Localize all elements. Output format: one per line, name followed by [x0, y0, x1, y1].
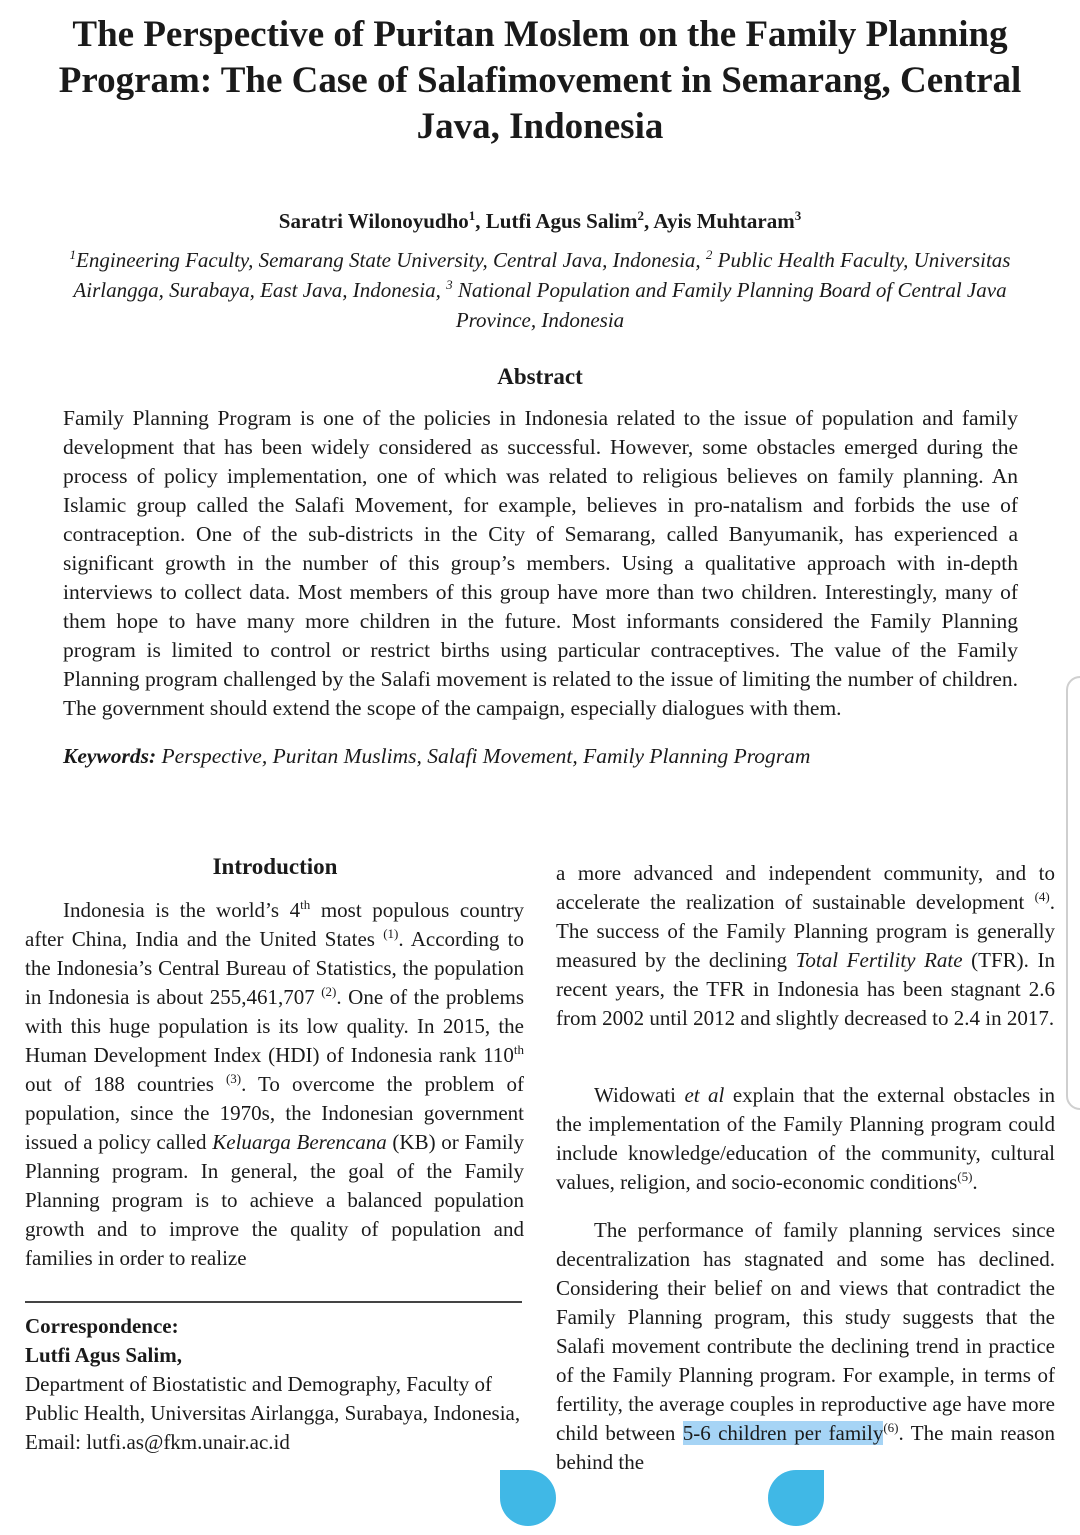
footnote-divider	[25, 1301, 522, 1303]
ordinal-suffix: th	[513, 1042, 524, 1057]
keywords-text: Perspective, Puritan Muslims, Salafi Movement, Family Planning Program	[156, 744, 811, 768]
body-paragraph[interactable]	[556, 1216, 1055, 1477]
affiliation-text: Engineering Faculty, Semarang State University, Central Java, Indonesia,	[76, 248, 706, 272]
italic-term: et al	[684, 1083, 725, 1107]
text-run: Widowati	[594, 1083, 685, 1107]
correspondence-details[interactable]: Department of Biostatistic and Demography, Faculty of Public Health, Universitas Airlangga, Surabaya, Indonesia, Email: lutfi.as@fkm.unair.ac.id	[25, 1372, 521, 1454]
text-run: Indonesia is the world’s 4	[63, 898, 301, 922]
text-run: . The main reason behind the	[556, 1421, 1055, 1474]
body-paragraph[interactable]	[556, 859, 1055, 1033]
correspondence-name: Lutfi Agus Salim,	[25, 1343, 182, 1367]
text-run: . One of the problems with this huge population is its low quality. In 2015, the Human Development Index (HDI) of Indonesia rank 110	[25, 985, 524, 1067]
keywords	[63, 742, 1018, 771]
abstract-text[interactable]: Family Planning Program is one of the policies in Indonesia related to the issue of population and family development that has been widely considered as successful. However, some obstacles emerged during the process of policy implementation, one of which was related to religious believes on family planning. An Islamic group called the Salafi Movement, for example, believes in pro-natalism and forbids the use of contraception. One of the sub-districts in the City of Semarang, called Banyumanik, has experienced a significant growth in the number of this group’s members. Using a qualitative approach with in-depth interviews to collect data. Most members of this group have more than two children. Interestingly, many of them hope to have many more children in the future. Most informants considered the Family Planning program is limited to control or restrict births using particular contraceptives. The value of the Family Planning program challenged by the Salafi movement is related to the issue of limiting the number of children. The government should extend the scope of the campaign, especially dialogues with them.	[63, 406, 1018, 720]
affiliation-mark: 2	[705, 247, 713, 262]
selection-end-handle[interactable]	[768, 1470, 824, 1526]
body-paragraph[interactable]	[556, 1081, 1055, 1197]
author-affiliation-mark: 2	[637, 208, 645, 223]
text-run: . The success of the Family Planning program is generally measured by the declining	[556, 890, 1055, 972]
text-run: . To overcome the problem of population, since the 1970s, the Indonesian government issued a policy called	[25, 1072, 524, 1154]
author-name: Lutfi Agus Salim	[485, 209, 638, 233]
author-name: Ayis Muhtaram	[653, 209, 795, 233]
intro-paragraph[interactable]	[25, 896, 524, 1273]
affiliation-text: National Population and Family Planning Board of Central Java Province, Indonesia	[452, 278, 1007, 332]
author-affiliation-mark: 1	[468, 208, 476, 223]
affiliations	[40, 245, 1040, 335]
text-run: most populous country after China, India and the United States	[25, 898, 525, 951]
text-run: .	[972, 1170, 978, 1194]
author-name: Saratri Wilonoyudho	[278, 209, 469, 233]
citation: (1)	[383, 926, 399, 941]
citation: (2)	[321, 984, 337, 999]
text-run: (KB) or Family Planning program. In general, the goal of the Family Planning program is to achieve a balanced population growth and to improve the quality of population and families in order to realize	[25, 1130, 524, 1270]
text-run: out of 188 countries	[25, 1072, 226, 1096]
affiliation-text: Public Health Faculty, Universitas Airlangga, Surabaya, East Java, Indonesia,	[73, 248, 1011, 302]
keywords-label: Keywords:	[63, 744, 157, 768]
abstract-heading: Abstract	[497, 364, 583, 389]
author-list: Saratri Wilonoyudho$^1$, Lutfi Agus Salim$^2$, Ayis Muhtaram$^3$	[278, 208, 802, 233]
author-affiliation-mark: 3	[794, 208, 802, 223]
ordinal-suffix: th	[300, 897, 311, 912]
italic-term: Keluarga Berencana	[212, 1130, 387, 1154]
text-run: explain that the external obstacles in the implementation of the Family Planning program could include knowledge/education of the community, cultural values, religion, and socio-economic conditions	[556, 1083, 1055, 1194]
text-run: . According to the Indonesia’s Central Bureau of Statistics, the population in Indonesia is about 255,461,707	[25, 927, 524, 1009]
citation: (4)	[1034, 889, 1050, 904]
affiliation-mark: 3	[446, 277, 453, 292]
selected-text[interactable]: 5-6 children per family	[682, 1421, 884, 1445]
correspondence-label: Correspondence:	[25, 1314, 179, 1338]
paper-title: The Perspective of Puritan Moslem on the Family Planning Program: The Case of Salafimovement in Semarang, Central Java, Indonesia	[58, 14, 1022, 147]
selection-start-handle[interactable]	[500, 1470, 556, 1526]
text-run: a more advanced and independent community, and to accelerate the realization of sustainable development	[556, 861, 1055, 914]
italic-term: Total Fertility Rate	[795, 948, 963, 972]
edge-panel-handle[interactable]	[1066, 676, 1080, 1110]
text-run: (TFR). In recent years, the TFR in Indonesia has been stagnant 2.6 from 2002 until 2012 and slightly decreased to 2.4 in 2017.	[556, 948, 1056, 1030]
citation: (5)	[957, 1169, 973, 1184]
affiliation-mark: 1	[69, 247, 77, 262]
introduction-heading: Introduction	[212, 854, 338, 879]
citation: (3)	[225, 1071, 242, 1086]
correspondence-block	[25, 1312, 525, 1457]
citation: (6)	[883, 1420, 899, 1435]
text-run: The performance of family planning services since decentralization has stagnated and some has declined. Considering their belief on and views that contradict the Family Planning program, this study suggests that the Salafi movement contribute the declining trend in practice of the Family Planning program. For example, in terms of fertility, the average couples in reproductive age have more child between	[556, 1218, 1055, 1445]
